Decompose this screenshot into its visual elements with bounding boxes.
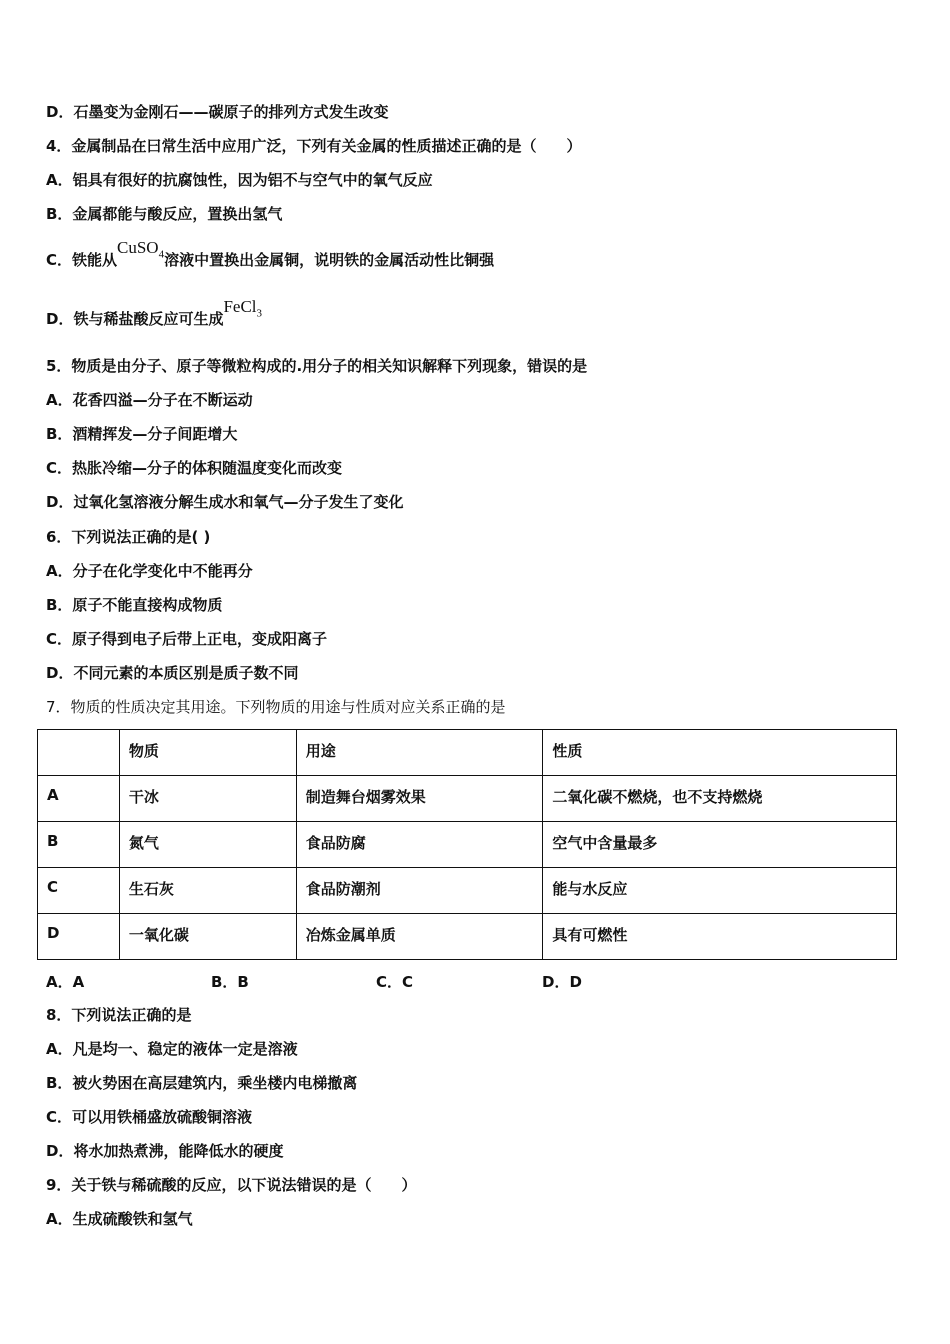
q7-option-a: A．A: [46, 973, 85, 991]
table-cell: 一氧化碳: [119, 914, 296, 960]
q4-option-c-prefix: C．铁能从: [46, 251, 118, 269]
table-header-cell: 性质: [543, 730, 897, 776]
q4-option-d-prefix: D．铁与稀盐酸反应可生成: [46, 310, 224, 328]
table-cell: 能与水反应: [543, 868, 897, 914]
formula-cuso4: [117, 238, 164, 264]
q6-option-c: C．原子得到电子后带上正电，变成阳离子: [46, 630, 328, 648]
table-row: [38, 822, 897, 868]
q7-option-c: C．C: [376, 973, 414, 991]
q5-stem: 5．物质是由分子、原子等微粒构成的.用分子的相关知识解释下列现象，错误的是: [46, 357, 588, 375]
table-cell: 制造舞台烟雾效果: [296, 776, 543, 822]
table-cell: D: [38, 914, 120, 960]
q8-stem: 8．下列说法正确的是: [46, 1006, 192, 1024]
q8-option-a: A．凡是均一、稳定的液体一定是溶液: [46, 1040, 298, 1058]
q7-stem: 7．物质的性质决定其用途。下列物质的用途与性质对应关系正确的是: [46, 698, 506, 716]
table-cell: C: [38, 868, 120, 914]
q4-option-d: [46, 297, 263, 335]
q6-option-b: B．原子不能直接构成物质: [46, 596, 223, 614]
table-header-cell: [38, 730, 120, 776]
q7-table: [37, 729, 897, 960]
q7-option-d: D．D: [542, 973, 582, 991]
q7-option-b: B．B: [211, 973, 249, 991]
q5-option-c: C．热胀冷缩—分子的体积随温度变化而改变: [46, 459, 343, 477]
formula-fecl3: [223, 297, 262, 323]
table-cell: 食品防潮剂: [296, 868, 543, 914]
table-cell: 空气中含量最多: [543, 822, 897, 868]
table-header-row: [38, 730, 897, 776]
q8-option-b: B．被火势困在高层建筑内，乘坐楼内电梯撤离: [46, 1074, 358, 1092]
table-header-cell: 物质: [119, 730, 296, 776]
table-row: [38, 868, 897, 914]
table-header-cell: 用途: [296, 730, 543, 776]
q5-option-a: A．花香四溢—分子在不断运动: [46, 391, 253, 409]
table-row: [38, 914, 897, 960]
table-cell: 二氧化碳不燃烧，也不支持燃烧: [543, 776, 897, 822]
table-cell: 干冰: [119, 776, 296, 822]
q5-option-d: D．过氧化氢溶液分解生成水和氧气—分子发生了变化: [46, 493, 404, 511]
formula-fecl3-subscript: 3: [256, 307, 263, 320]
q5-option-b: B．酒精挥发—分子间距增大: [46, 425, 238, 443]
formula-fecl3-base: FeCl: [223, 297, 257, 316]
q3-option-d: D．石墨变为金刚石——碳原子的排列方式发生改变: [46, 103, 389, 121]
q6-option-d: D．不同元素的本质区别是质子数不同: [46, 664, 299, 682]
q4-stem: 4．金属制品在曰常生活中应用广泛，下列有关金属的性质描述正确的是（ ）: [46, 137, 582, 155]
table-cell: 食品防腐: [296, 822, 543, 868]
q4-option-c-suffix: 溶液中置换出金属铜，说明铁的金属活动性比铜强: [164, 251, 495, 269]
q9-stem: 9．关于铁与稀硫酸的反应，以下说法错误的是（ ）: [46, 1176, 417, 1194]
table-cell: 氮气: [119, 822, 296, 868]
q4-option-b: B．金属都能与酸反应，置换出氢气: [46, 205, 283, 223]
table-cell: A: [38, 776, 120, 822]
q6-stem: 6．下列说法正确的是( ): [46, 528, 211, 546]
table-cell: B: [38, 822, 120, 868]
formula-cuso4-subscript: 4: [158, 248, 165, 261]
table-cell: 具有可燃性: [543, 914, 897, 960]
formula-cuso4-base: CuSO: [117, 238, 159, 257]
table-cell: 生石灰: [119, 868, 296, 914]
q9-option-a: A．生成硫酸铁和氢气: [46, 1210, 193, 1228]
table-row: [38, 776, 897, 822]
q8-option-d: D．将水加热煮沸，能降低水的硬度: [46, 1142, 284, 1160]
q6-option-a: A．分子在化学变化中不能再分: [46, 562, 253, 580]
q4-option-c: [46, 238, 495, 276]
q4-option-a: A．铝具有很好的抗腐蚀性，因为铝不与空气中的氧气反应: [46, 171, 433, 189]
table-cell: 冶炼金属单质: [296, 914, 543, 960]
q8-option-c: C．可以用铁桶盛放硫酸铜溶液: [46, 1108, 253, 1126]
